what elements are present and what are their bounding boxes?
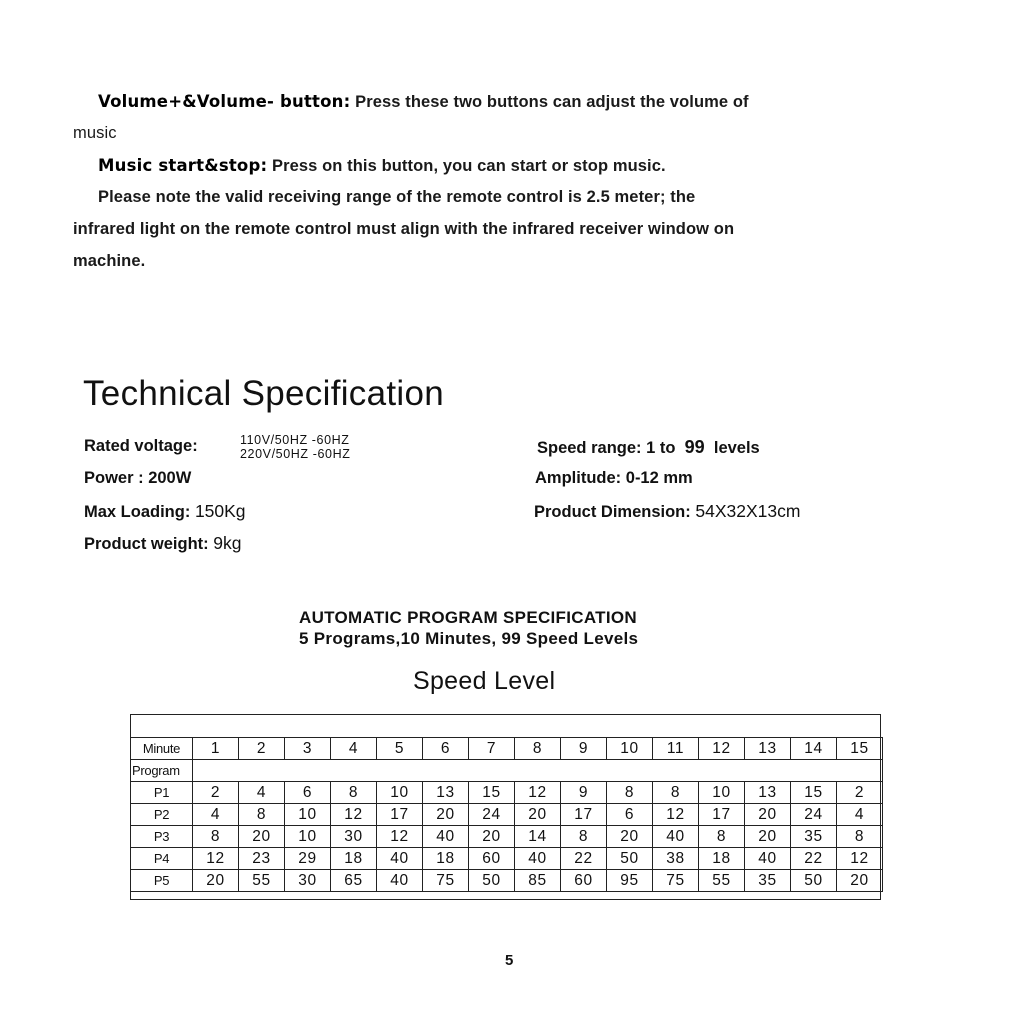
speed-value-cell: 40 — [745, 848, 791, 870]
speed-value-cell: 75 — [423, 870, 469, 892]
minute-cell: 2 — [239, 738, 285, 760]
tech-spec-title: Technical Specification — [83, 374, 444, 413]
speed-value-cell: 17 — [377, 804, 423, 826]
speed-value-cell: 40 — [653, 826, 699, 848]
speed-value-cell: 15 — [469, 782, 515, 804]
speed-value-cell: 13 — [745, 782, 791, 804]
speed-value-cell: 85 — [515, 870, 561, 892]
amplitude-row — [535, 469, 693, 488]
minute-label: Minute — [131, 738, 193, 760]
rated-voltage-220: 220V/50HZ -60HZ — [240, 447, 351, 461]
speed-value-cell: 55 — [699, 870, 745, 892]
note-line-2: infrared light on the remote control must align with the infrared receiver window on — [73, 220, 735, 238]
speed-value-cell: 65 — [331, 870, 377, 892]
speed-value-cell: 2 — [193, 782, 239, 804]
speed-value-cell: 10 — [377, 782, 423, 804]
speed-value-cell: 9 — [561, 782, 607, 804]
minute-cell: 8 — [515, 738, 561, 760]
speed-value-cell: 40 — [515, 848, 561, 870]
note-line-1: Please note the valid receiving range of the remote control is 2.5 meter; the — [98, 188, 696, 206]
speed-value-cell: 20 — [745, 804, 791, 826]
speed-value-cell: 4 — [837, 804, 883, 826]
speed-value-cell: 60 — [561, 870, 607, 892]
speed-value-cell: 38 — [653, 848, 699, 870]
music-text: Press on this button, you can start or stop music. — [271, 157, 666, 175]
speed-value-cell: 12 — [653, 804, 699, 826]
max-loading-label: Max Loading: — [84, 503, 191, 521]
speed-value-cell: 20 — [193, 870, 239, 892]
speed-value-cell: 20 — [837, 870, 883, 892]
speed-value-cell: 8 — [607, 782, 653, 804]
program-row-blank — [193, 760, 883, 782]
minute-cell: 15 — [837, 738, 883, 760]
speed-value-cell: 12 — [837, 848, 883, 870]
speed-value-cell: 24 — [469, 804, 515, 826]
speed-value-cell: 23 — [239, 848, 285, 870]
rated-voltage-label: Rated voltage: — [84, 437, 198, 455]
program-name: P5 — [131, 870, 193, 892]
speed-value-cell: 75 — [653, 870, 699, 892]
amplitude-label: Amplitude: — [535, 469, 622, 487]
minute-cell: 10 — [607, 738, 653, 760]
dimension-row — [534, 501, 800, 522]
product-weight-row — [84, 533, 241, 554]
program-row — [131, 804, 883, 826]
speed-value-cell: 24 — [791, 804, 837, 826]
product-weight-value: 9kg — [213, 533, 242, 553]
speed-value-cell: 10 — [699, 782, 745, 804]
program-row — [131, 870, 883, 892]
speed-value-cell: 13 — [423, 782, 469, 804]
program-row — [131, 782, 883, 804]
speed-value-cell: 20 — [745, 826, 791, 848]
dimension-label: Product Dimension: — [534, 503, 691, 521]
speed-value-cell: 12 — [193, 848, 239, 870]
speed-value-cell: 22 — [561, 848, 607, 870]
speed-range-to: 99 — [684, 437, 705, 457]
speed-value-cell: 4 — [193, 804, 239, 826]
speed-value-cell: 8 — [653, 782, 699, 804]
speed-value-cell: 17 — [699, 804, 745, 826]
program-name: P2 — [131, 804, 193, 826]
speed-range-from: 1 — [646, 439, 656, 457]
speed-value-cell: 2 — [837, 782, 883, 804]
speed-value-cell: 50 — [469, 870, 515, 892]
program-label: Program — [131, 760, 193, 782]
minute-cell: 13 — [745, 738, 791, 760]
speed-value-cell: 20 — [515, 804, 561, 826]
music-instruction — [98, 156, 666, 176]
program-name: P3 — [131, 826, 193, 848]
speed-level-table — [130, 737, 883, 892]
speed-value-cell: 15 — [791, 782, 837, 804]
speed-value-cell: 55 — [239, 870, 285, 892]
minute-header-row — [131, 738, 883, 760]
speed-range-to-word: to — [659, 439, 676, 457]
speed-value-cell: 18 — [331, 848, 377, 870]
speed-value-cell: 60 — [469, 848, 515, 870]
speed-value-cell: 8 — [239, 804, 285, 826]
max-loading-row — [84, 501, 246, 522]
speed-value-cell: 35 — [745, 870, 791, 892]
speed-range-unit: levels — [713, 439, 760, 457]
minute-cell: 11 — [653, 738, 699, 760]
max-loading-value: 150Kg — [194, 501, 246, 521]
power-row — [84, 469, 191, 488]
speed-value-cell: 18 — [699, 848, 745, 870]
auto-program-title: AUTOMATIC PROGRAM SPECIFICATION — [299, 608, 637, 627]
product-weight-label: Product weight: — [84, 535, 209, 553]
speed-value-cell: 50 — [791, 870, 837, 892]
speed-value-cell: 14 — [515, 826, 561, 848]
speed-value-cell: 35 — [791, 826, 837, 848]
speed-value-cell: 50 — [607, 848, 653, 870]
speed-value-cell: 20 — [469, 826, 515, 848]
volume-text: Press these two buttons can adjust the volume of — [355, 93, 749, 111]
volume-text-continued: music — [73, 124, 117, 142]
page-number: 5 — [505, 952, 514, 969]
program-header-row — [131, 760, 883, 782]
speed-value-cell: 8 — [193, 826, 239, 848]
minute-cell: 9 — [561, 738, 607, 760]
speed-value-cell: 30 — [331, 826, 377, 848]
speed-value-cell: 8 — [837, 826, 883, 848]
speed-value-cell: 95 — [607, 870, 653, 892]
speed-value-cell: 17 — [561, 804, 607, 826]
program-row — [131, 826, 883, 848]
minute-cell: 3 — [285, 738, 331, 760]
speed-value-cell: 30 — [285, 870, 331, 892]
speed-value-cell: 12 — [331, 804, 377, 826]
volume-term: Volume+&Volume- button: — [98, 92, 351, 111]
minute-cell: 6 — [423, 738, 469, 760]
music-term: Music start&stop: — [98, 156, 268, 175]
speed-value-cell: 8 — [699, 826, 745, 848]
speed-value-cell: 40 — [377, 848, 423, 870]
amplitude-value: 0-12 mm — [625, 469, 693, 487]
speed-level-heading: Speed Level — [413, 667, 556, 695]
volume-instruction — [98, 92, 749, 112]
program-row — [131, 848, 883, 870]
minute-cell: 7 — [469, 738, 515, 760]
rated-voltage-110: 110V/50HZ -60HZ — [240, 433, 350, 447]
speed-value-cell: 20 — [239, 826, 285, 848]
speed-value-cell: 12 — [377, 826, 423, 848]
speed-value-cell: 29 — [285, 848, 331, 870]
note-line-3: machine. — [73, 252, 146, 270]
minute-cell: 5 — [377, 738, 423, 760]
minute-cell: 12 — [699, 738, 745, 760]
speed-value-cell: 6 — [285, 782, 331, 804]
dimension-value: 54X32X13cm — [695, 501, 801, 521]
speed-range-row — [537, 437, 760, 458]
program-name: P4 — [131, 848, 193, 870]
speed-value-cell: 10 — [285, 826, 331, 848]
speed-value-cell: 8 — [331, 782, 377, 804]
power-value: 200W — [148, 469, 192, 487]
rated-voltage-row — [84, 437, 198, 456]
minute-cell: 4 — [331, 738, 377, 760]
speed-value-cell: 20 — [607, 826, 653, 848]
speed-value-cell: 8 — [561, 826, 607, 848]
program-name: P1 — [131, 782, 193, 804]
minute-cell: 1 — [193, 738, 239, 760]
speed-value-cell: 22 — [791, 848, 837, 870]
minute-cell: 14 — [791, 738, 837, 760]
rated-voltage-values — [240, 433, 350, 461]
speed-value-cell: 40 — [423, 826, 469, 848]
speed-value-cell: 4 — [239, 782, 285, 804]
power-label: Power : — [84, 469, 149, 487]
speed-value-cell: 12 — [515, 782, 561, 804]
speed-value-cell: 10 — [285, 804, 331, 826]
speed-value-cell: 40 — [377, 870, 423, 892]
speed-value-cell: 6 — [607, 804, 653, 826]
speed-value-cell: 18 — [423, 848, 469, 870]
speed-value-cell: 20 — [423, 804, 469, 826]
auto-program-subtitle: 5 Programs,10 Minutes, 99 Speed Levels — [299, 629, 639, 648]
speed-range-label: Speed range: — [537, 439, 642, 457]
